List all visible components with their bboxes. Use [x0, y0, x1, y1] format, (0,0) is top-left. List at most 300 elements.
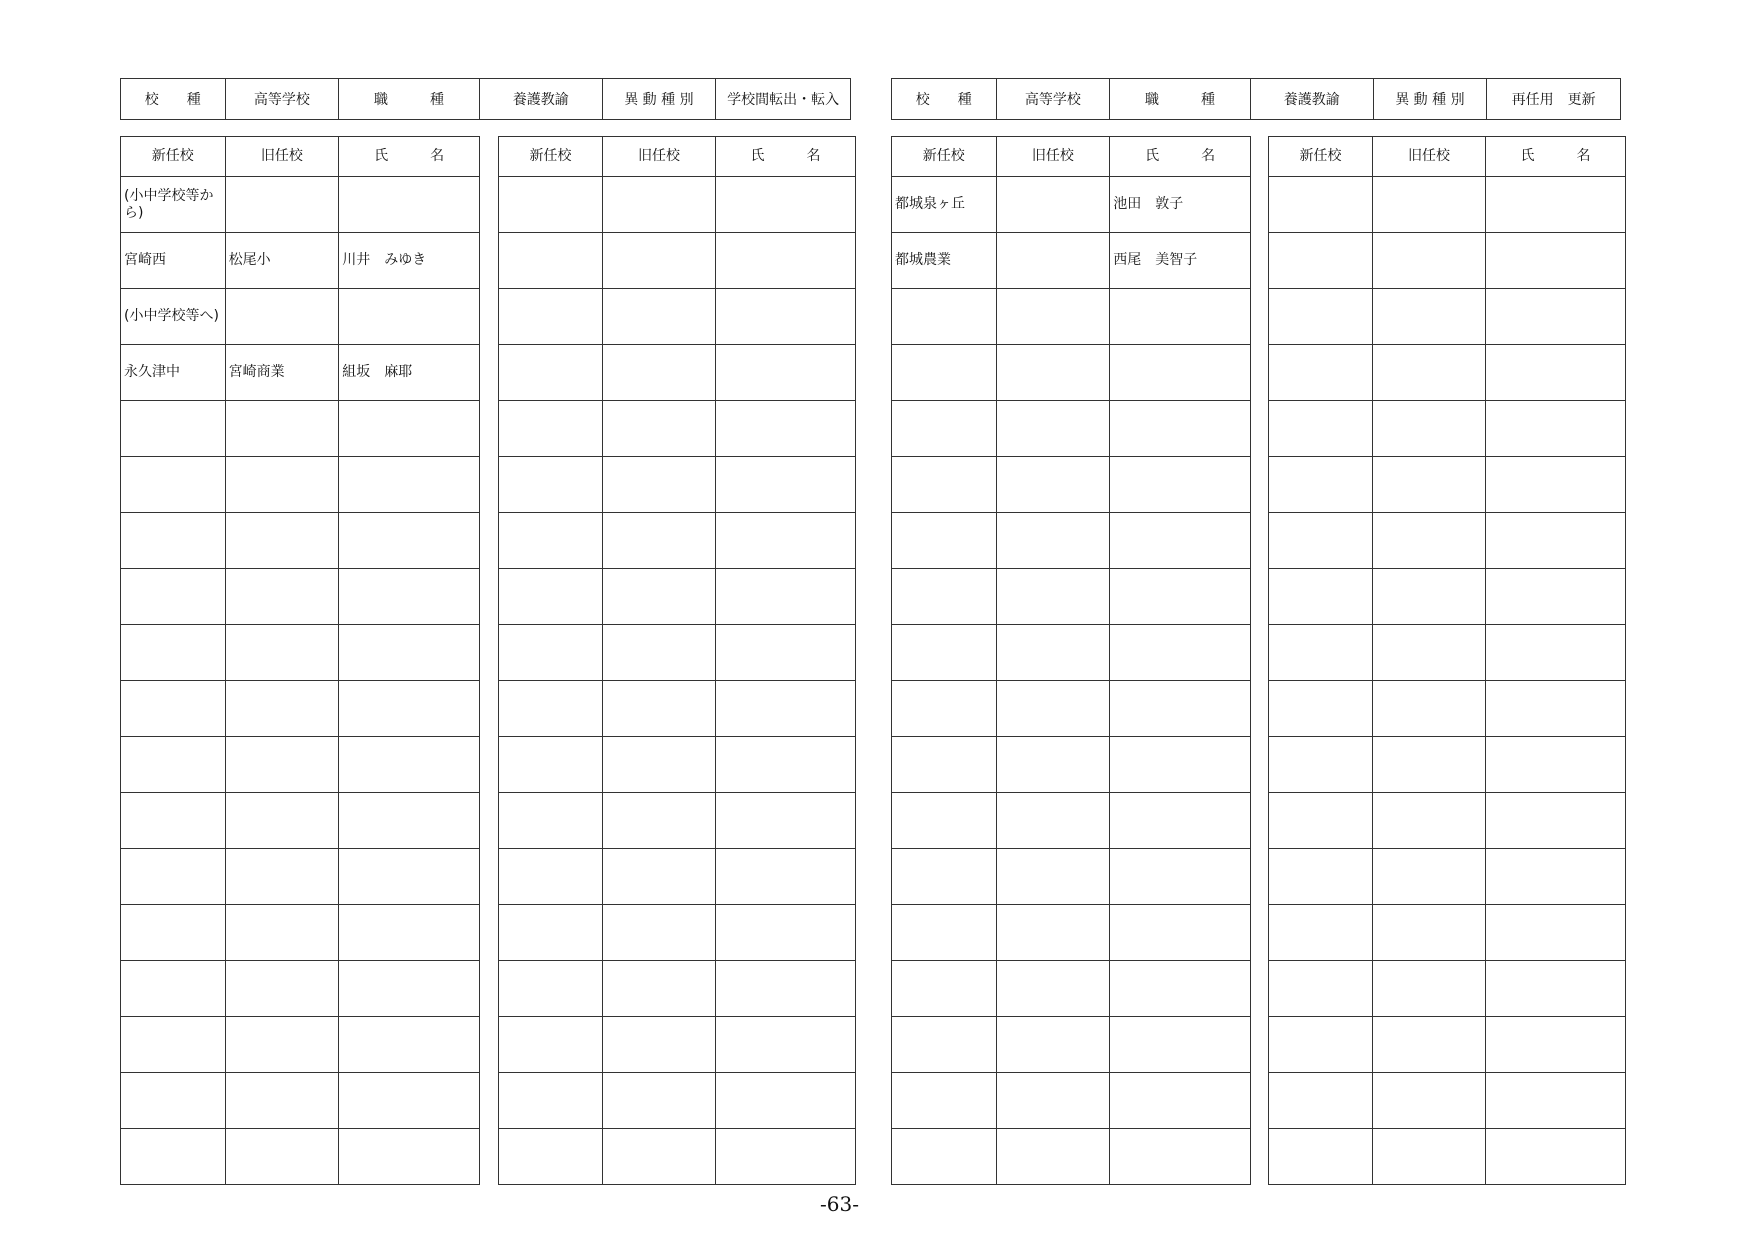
- table-row: [121, 1073, 480, 1129]
- new-school-cell: [499, 233, 603, 289]
- table-row: [499, 457, 856, 513]
- new-school-cell: [1269, 625, 1373, 681]
- table-row: [892, 233, 1251, 289]
- table-row: [499, 849, 856, 905]
- name-cell: [716, 849, 856, 905]
- name-cell: [1110, 513, 1251, 569]
- new-school-cell: [499, 625, 603, 681]
- name-cell: [339, 849, 480, 905]
- old-school-cell: [225, 1017, 339, 1073]
- table-row: [121, 345, 480, 401]
- table-row: [499, 289, 856, 345]
- name-cell: [1110, 1129, 1251, 1185]
- name-cell: [1110, 961, 1251, 1017]
- name-cell: [339, 905, 480, 961]
- table-row: [1269, 1017, 1626, 1073]
- old-school-cell: [1373, 289, 1486, 345]
- right-header-job-type-value: 養護教諭: [1250, 79, 1373, 120]
- old-school-cell: [1373, 961, 1486, 1017]
- name-cell: [1486, 681, 1626, 737]
- table-row: [1269, 233, 1626, 289]
- new-school-cell: [499, 289, 603, 345]
- name-cell: [1486, 233, 1626, 289]
- table-row: [121, 793, 480, 849]
- new-school-cell: [499, 1017, 603, 1073]
- old-school-cell: [603, 401, 716, 457]
- new-school-cell: [892, 1129, 997, 1185]
- old-school-cell: [603, 1073, 716, 1129]
- name-cell: [1110, 681, 1251, 737]
- table-row: [121, 625, 480, 681]
- name-cell: [1486, 345, 1626, 401]
- new-school-cell: [121, 1017, 226, 1073]
- name-cell: [1486, 1017, 1626, 1073]
- new-school-cell: [121, 681, 226, 737]
- name-cell: [1486, 737, 1626, 793]
- column-header-row: [121, 137, 480, 177]
- new-school-cell: [1269, 1129, 1373, 1185]
- table-row: [1269, 513, 1626, 569]
- new-school-cell: 都城泉ヶ丘: [892, 177, 997, 233]
- name-cell: [339, 737, 480, 793]
- old-school-cell: [603, 961, 716, 1017]
- name-cell: [716, 905, 856, 961]
- new-school-cell: [1269, 345, 1373, 401]
- name-cell: [1110, 457, 1251, 513]
- new-school-cell: [892, 737, 997, 793]
- old-school-cell: [603, 737, 716, 793]
- old-school-cell: [225, 401, 339, 457]
- table-row: [499, 401, 856, 457]
- name-cell: [1110, 905, 1251, 961]
- new-school-cell: [499, 793, 603, 849]
- new-school-cell: [1269, 569, 1373, 625]
- old-school-cell: [1373, 793, 1486, 849]
- col-old-school: 旧任校: [996, 137, 1110, 177]
- new-school-cell: [121, 793, 226, 849]
- table-row: [892, 681, 1251, 737]
- old-school-cell: [1373, 849, 1486, 905]
- old-school-cell: [1373, 233, 1486, 289]
- name-cell: [716, 457, 856, 513]
- name-cell: [339, 289, 480, 345]
- name-cell: [1110, 737, 1251, 793]
- old-school-cell: [225, 1073, 339, 1129]
- name-cell: [1110, 625, 1251, 681]
- table-row: [121, 401, 480, 457]
- col-name: 氏 名: [339, 137, 480, 177]
- right-header-job-type-label: 職 種: [1110, 79, 1251, 120]
- name-cell: [1486, 849, 1626, 905]
- left-header-school-type-value: 高等学校: [225, 79, 339, 120]
- name-cell: [339, 401, 480, 457]
- table-row: [121, 1017, 480, 1073]
- name-cell: [1486, 569, 1626, 625]
- table-row: [121, 849, 480, 905]
- new-school-cell: [499, 681, 603, 737]
- table-row: [1269, 793, 1626, 849]
- old-school-cell: [1373, 177, 1486, 233]
- page-number: -63-: [820, 1192, 859, 1216]
- col-new-school: 新任校: [892, 137, 997, 177]
- table-row: [892, 1017, 1251, 1073]
- table-row: [892, 849, 1251, 905]
- col-old-school: 旧任校: [603, 137, 716, 177]
- left-header-school-type-label: 校 種: [121, 79, 226, 120]
- new-school-cell: [499, 345, 603, 401]
- old-school-cell: [603, 513, 716, 569]
- name-cell: [1486, 513, 1626, 569]
- new-school-cell: [892, 793, 997, 849]
- old-school-cell: [1373, 1129, 1486, 1185]
- old-school-cell: [225, 177, 339, 233]
- new-school-cell: [499, 961, 603, 1017]
- table-row: [1269, 401, 1626, 457]
- right-header-school-type-label: 校 種: [892, 79, 997, 120]
- name-cell: [1486, 177, 1626, 233]
- old-school-cell: [603, 849, 716, 905]
- old-school-cell: [225, 513, 339, 569]
- new-school-cell: [121, 457, 226, 513]
- old-school-cell: [603, 177, 716, 233]
- name-cell: [716, 177, 856, 233]
- new-school-cell: [1269, 233, 1373, 289]
- table-row: [1269, 961, 1626, 1017]
- new-school-cell: [121, 569, 226, 625]
- new-school-cell: [121, 849, 226, 905]
- col-name: 氏 名: [1110, 137, 1251, 177]
- new-school-cell: [121, 905, 226, 961]
- table-row: [892, 793, 1251, 849]
- new-school-cell: [499, 513, 603, 569]
- old-school-cell: [996, 345, 1110, 401]
- new-school-cell: [1269, 849, 1373, 905]
- new-school-cell: [121, 625, 226, 681]
- table-row: [121, 569, 480, 625]
- col-old-school: 旧任校: [1373, 137, 1486, 177]
- old-school-cell: 松尾小: [225, 233, 339, 289]
- old-school-cell: [225, 849, 339, 905]
- old-school-cell: [996, 625, 1110, 681]
- old-school-cell: [1373, 1073, 1486, 1129]
- new-school-cell: [892, 457, 997, 513]
- new-school-cell: [121, 513, 226, 569]
- new-school-cell: [121, 1073, 226, 1129]
- old-school-cell: [225, 625, 339, 681]
- name-cell: [1110, 1073, 1251, 1129]
- table-row: [1269, 905, 1626, 961]
- name-cell: [1110, 793, 1251, 849]
- new-school-cell: [892, 905, 997, 961]
- table-row: [121, 513, 480, 569]
- new-school-cell: [892, 961, 997, 1017]
- name-cell: [716, 289, 856, 345]
- new-school-cell: [499, 1129, 603, 1185]
- new-school-cell: 宮崎西: [121, 233, 226, 289]
- table-row: [1269, 345, 1626, 401]
- name-cell: [1486, 625, 1626, 681]
- new-school-cell: [1269, 513, 1373, 569]
- col-old-school: 旧任校: [225, 137, 339, 177]
- old-school-cell: [996, 1129, 1110, 1185]
- table-row: [1269, 681, 1626, 737]
- new-school-cell: [892, 625, 997, 681]
- table-row: [499, 961, 856, 1017]
- new-school-cell: [892, 1017, 997, 1073]
- new-school-cell: [892, 289, 997, 345]
- name-cell: 組坂 麻耶: [339, 345, 480, 401]
- table-row: [1269, 1073, 1626, 1129]
- old-school-cell: [996, 289, 1110, 345]
- table-row: [121, 961, 480, 1017]
- table-row: [121, 177, 480, 233]
- new-school-cell: [1269, 1073, 1373, 1129]
- new-school-cell: [1269, 1017, 1373, 1073]
- old-school-cell: [996, 569, 1110, 625]
- left-header-transfer-type-value: 学校間転出・転入: [716, 79, 851, 120]
- table-row: [892, 401, 1251, 457]
- name-cell: [716, 569, 856, 625]
- name-cell: [1486, 457, 1626, 513]
- table-row: [1269, 569, 1626, 625]
- column-header-row: [499, 137, 856, 177]
- name-cell: [339, 1017, 480, 1073]
- new-school-cell: [892, 513, 997, 569]
- old-school-cell: [1373, 569, 1486, 625]
- table-row: [121, 457, 480, 513]
- old-school-cell: [996, 849, 1110, 905]
- old-school-cell: [1373, 513, 1486, 569]
- old-school-cell: [996, 681, 1110, 737]
- name-cell: 川井 みゆき: [339, 233, 480, 289]
- name-cell: [716, 1129, 856, 1185]
- new-school-cell: [499, 569, 603, 625]
- name-cell: [339, 1073, 480, 1129]
- old-school-cell: [996, 177, 1110, 233]
- name-cell: [339, 681, 480, 737]
- name-cell: 池田 敦子: [1110, 177, 1251, 233]
- old-school-cell: [1373, 345, 1486, 401]
- table-row: [892, 737, 1251, 793]
- new-school-cell: [121, 961, 226, 1017]
- old-school-cell: [996, 1073, 1110, 1129]
- name-cell: [716, 961, 856, 1017]
- old-school-cell: [1373, 625, 1486, 681]
- table-row: [499, 345, 856, 401]
- old-school-cell: [1373, 1017, 1486, 1073]
- name-cell: [716, 625, 856, 681]
- name-cell: [339, 1129, 480, 1185]
- table-row: [121, 737, 480, 793]
- new-school-cell: [499, 177, 603, 233]
- old-school-cell: [225, 457, 339, 513]
- table-row: [121, 905, 480, 961]
- table-row: [499, 625, 856, 681]
- table-row: [121, 1129, 480, 1185]
- old-school-cell: [225, 289, 339, 345]
- name-cell: [1486, 401, 1626, 457]
- name-cell: [716, 513, 856, 569]
- name-cell: [1486, 1073, 1626, 1129]
- table-row: [499, 1017, 856, 1073]
- table-row: [499, 177, 856, 233]
- new-school-cell: [121, 1129, 226, 1185]
- col-name: 氏 名: [716, 137, 856, 177]
- name-cell: [339, 625, 480, 681]
- name-cell: [716, 793, 856, 849]
- left-header-table: [120, 78, 851, 120]
- new-school-cell: [892, 849, 997, 905]
- old-school-cell: [996, 1017, 1110, 1073]
- name-cell: [339, 513, 480, 569]
- old-school-cell: [603, 1017, 716, 1073]
- new-school-cell: [1269, 737, 1373, 793]
- table-row: [892, 289, 1251, 345]
- table-row: [1269, 1129, 1626, 1185]
- old-school-cell: [996, 961, 1110, 1017]
- table-row: [1269, 625, 1626, 681]
- table-row: [892, 345, 1251, 401]
- table-row: [892, 513, 1251, 569]
- name-cell: [716, 345, 856, 401]
- table-row: [499, 233, 856, 289]
- old-school-cell: [603, 289, 716, 345]
- old-school-cell: [603, 625, 716, 681]
- new-school-cell: [1269, 793, 1373, 849]
- table-row: [499, 793, 856, 849]
- new-school-cell: 都城農業: [892, 233, 997, 289]
- left-header-job-type-value: 養護教諭: [479, 79, 602, 120]
- old-school-cell: [225, 681, 339, 737]
- name-cell: [716, 401, 856, 457]
- new-school-cell: [499, 905, 603, 961]
- old-school-cell: [603, 345, 716, 401]
- new-school-cell: [499, 737, 603, 793]
- name-cell: [1486, 961, 1626, 1017]
- col-new-school: 新任校: [1269, 137, 1373, 177]
- old-school-cell: [225, 905, 339, 961]
- right-table-b: [1268, 136, 1626, 1185]
- new-school-cell: [121, 737, 226, 793]
- left-table-a: [120, 136, 480, 1185]
- new-school-cell: [499, 457, 603, 513]
- name-cell: [716, 1073, 856, 1129]
- name-cell: [716, 681, 856, 737]
- old-school-cell: [1373, 401, 1486, 457]
- old-school-cell: [996, 905, 1110, 961]
- table-row: [892, 905, 1251, 961]
- right-header-transfer-type-label: 異 動 種 別: [1373, 79, 1487, 120]
- old-school-cell: [996, 457, 1110, 513]
- old-school-cell: [1373, 905, 1486, 961]
- col-name: 氏 名: [1486, 137, 1626, 177]
- old-school-cell: [996, 233, 1110, 289]
- table-row: [121, 289, 480, 345]
- name-cell: [716, 233, 856, 289]
- new-school-cell: [1269, 401, 1373, 457]
- old-school-cell: [996, 793, 1110, 849]
- new-school-cell: [892, 1073, 997, 1129]
- name-cell: [1486, 1129, 1626, 1185]
- table-row: [499, 681, 856, 737]
- name-cell: [1110, 1017, 1251, 1073]
- name-cell: [339, 569, 480, 625]
- new-school-cell: 永久津中: [121, 345, 226, 401]
- right-header-school-type-value: 高等学校: [996, 79, 1110, 120]
- name-cell: 西尾 美智子: [1110, 233, 1251, 289]
- left-header-job-type-label: 職 種: [339, 79, 480, 120]
- new-school-cell: [892, 681, 997, 737]
- old-school-cell: [996, 737, 1110, 793]
- new-school-cell: [892, 401, 997, 457]
- col-new-school: 新任校: [121, 137, 226, 177]
- name-cell: [339, 961, 480, 1017]
- new-school-cell: [892, 345, 997, 401]
- old-school-cell: [603, 905, 716, 961]
- new-school-cell: [121, 401, 226, 457]
- name-cell: [1110, 401, 1251, 457]
- new-school-cell: [1269, 289, 1373, 345]
- new-school-cell: [1269, 905, 1373, 961]
- table-row: [499, 513, 856, 569]
- left-header-transfer-type-label: 異 動 種 別: [602, 79, 716, 120]
- name-cell: [339, 457, 480, 513]
- old-school-cell: [603, 793, 716, 849]
- name-cell: [1110, 849, 1251, 905]
- table-row: [499, 569, 856, 625]
- new-school-cell: (小中学校等から): [121, 177, 226, 233]
- table-row: [892, 1129, 1251, 1185]
- name-cell: [1486, 793, 1626, 849]
- name-cell: [716, 1017, 856, 1073]
- old-school-cell: [996, 401, 1110, 457]
- name-cell: [1110, 569, 1251, 625]
- new-school-cell: [1269, 961, 1373, 1017]
- right-header-transfer-type-value: 再任用 更新: [1487, 79, 1621, 120]
- name-cell: [1486, 289, 1626, 345]
- old-school-cell: [603, 233, 716, 289]
- new-school-cell: [499, 1073, 603, 1129]
- col-new-school: 新任校: [499, 137, 603, 177]
- table-row: [499, 1129, 856, 1185]
- name-cell: [716, 737, 856, 793]
- old-school-cell: [1373, 681, 1486, 737]
- table-row: [892, 457, 1251, 513]
- table-row: [892, 625, 1251, 681]
- table-row: [1269, 849, 1626, 905]
- old-school-cell: [603, 681, 716, 737]
- new-school-cell: [499, 401, 603, 457]
- old-school-cell: [603, 457, 716, 513]
- old-school-cell: [603, 569, 716, 625]
- table-row: [499, 1073, 856, 1129]
- table-row: [499, 905, 856, 961]
- table-row: [1269, 457, 1626, 513]
- table-row: [1269, 177, 1626, 233]
- right-header-table: [891, 78, 1621, 120]
- old-school-cell: [1373, 457, 1486, 513]
- table-row: [892, 569, 1251, 625]
- old-school-cell: [225, 737, 339, 793]
- old-school-cell: [225, 793, 339, 849]
- table-row: [499, 737, 856, 793]
- new-school-cell: [1269, 177, 1373, 233]
- table-row: [892, 177, 1251, 233]
- name-cell: [1486, 905, 1626, 961]
- old-school-cell: [1373, 737, 1486, 793]
- new-school-cell: [1269, 681, 1373, 737]
- table-row: [892, 961, 1251, 1017]
